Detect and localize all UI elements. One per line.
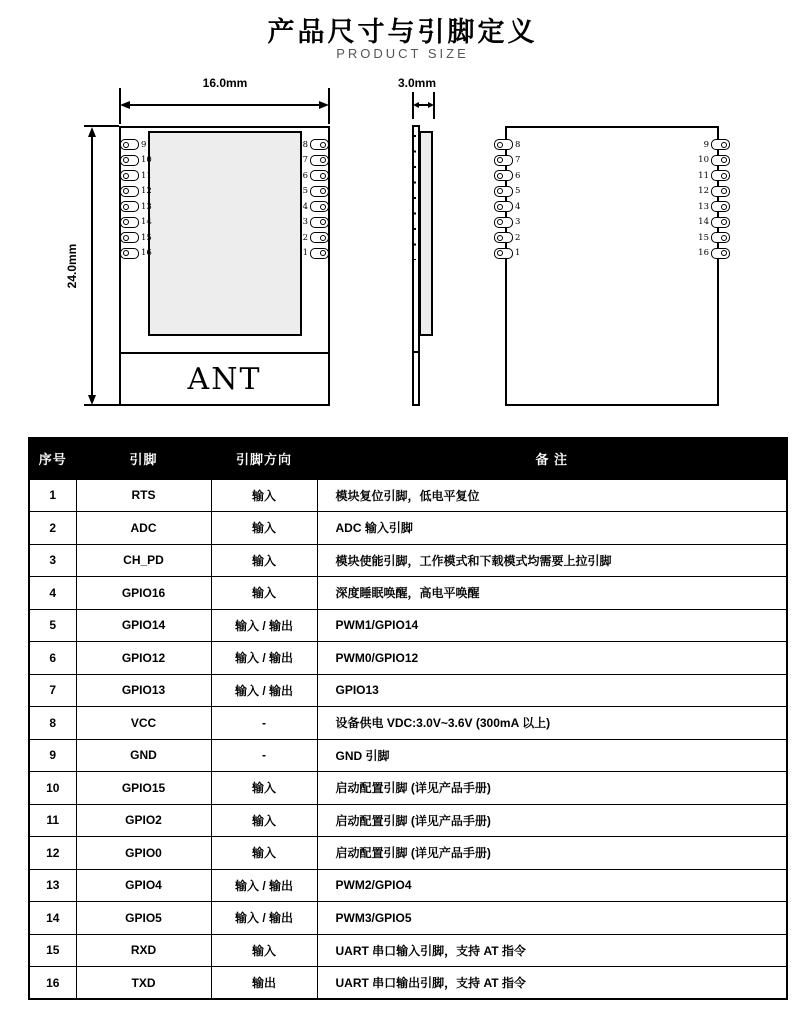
table-row [29,772,787,805]
cell-direction: 输入 [211,479,317,512]
pin-pad-icon [120,186,139,197]
cell-pin: GPIO15 [76,772,211,805]
table-row [29,479,787,512]
pin-number: 9 [141,139,147,150]
dim-height-label: 24.0mm [65,243,79,289]
cell-index: 8 [29,707,76,740]
cell-index: 3 [29,544,76,577]
pin-pad-icon [494,232,513,243]
pin-hole-icon [721,173,727,179]
pin [303,199,329,215]
pin-pad-icon [711,155,730,166]
pin [698,215,730,231]
cell-pin: GPIO14 [76,609,211,642]
dim-arrowhead-icon [413,102,419,108]
pin-hole-icon [497,188,503,194]
pin-pad-icon [711,201,730,212]
pin-number: 14 [698,217,709,227]
dim-arrowhead-icon [120,101,130,109]
cell-pin: TXD [76,967,211,1000]
pin-hole-icon [497,157,503,163]
header-remark: 备 注 [317,438,787,479]
pin-number: 15 [698,232,709,243]
pin-hole-icon [721,250,727,256]
pin-hole-icon [123,250,129,256]
pin-hole-icon [497,235,503,241]
pin-hole-icon [320,142,326,148]
pin-hole-icon [497,142,503,148]
page-title: 产品尺寸与引脚定义 [267,17,538,47]
pin-pad-icon [494,155,513,166]
cell-direction: 输入 [211,512,317,545]
cell-pin: GPIO16 [76,577,211,610]
pin-pad-icon [711,170,730,181]
pin-number: 2 [515,232,521,243]
pin-pad-icon [120,139,139,150]
cell-index: 13 [29,869,76,902]
pin-pad-icon [494,217,513,228]
pin-hole-icon [320,204,326,210]
pin-number: 13 [698,201,709,212]
cell-direction: 输入 [211,772,317,805]
cell-index: 14 [29,902,76,935]
pin-number: 8 [515,139,521,150]
cell-pin: RTS [76,479,211,512]
pin [303,230,329,246]
pin [303,153,329,169]
pin [494,230,520,246]
dim-arrowhead-icon [319,101,329,109]
pin-hole-icon [123,204,129,210]
pin-number: 3 [302,217,308,227]
pin-hole-icon [721,204,727,210]
header-pin: 引脚 [76,438,211,479]
cell-direction: 输入 [211,577,317,610]
cell-remark: 设备供电 VDC:3.0V~3.6V (300mA 以上) [317,707,787,740]
pin-number: 5 [515,186,521,196]
pin-number: 9 [703,139,709,150]
cell-index: 2 [29,512,76,545]
pin [494,184,520,200]
table-row [29,902,787,935]
pin [698,184,730,200]
cell-direction: 输入 / 输出 [211,869,317,902]
pin-number: 3 [515,217,521,227]
cell-direction: 输入 / 输出 [211,902,317,935]
dim-arrowhead-icon [88,127,96,137]
pin-pad-icon [310,139,329,150]
cell-index: 11 [29,804,76,837]
cell-index: 9 [29,739,76,772]
table-row [29,804,787,837]
side-view-castellations [413,135,416,260]
pin-hole-icon [123,157,129,163]
pin [494,246,520,262]
pin [698,230,730,246]
pin-number: 15 [141,232,152,243]
cell-index: 5 [29,609,76,642]
cell-direction: 输入 / 输出 [211,609,317,642]
pin-definition-table [28,437,788,1000]
table-header-row [29,438,787,479]
pin-pad-icon [711,217,730,228]
pin-pad-icon [120,155,139,166]
cell-remark: GND 引脚 [317,739,787,772]
cell-remark: 启动配置引脚 (详见产品手册) [317,837,787,870]
pin-hole-icon [721,188,727,194]
pin-number: 4 [515,201,521,212]
pin-hole-icon [320,157,326,163]
page-subtitle: PRODUCT SIZE [336,46,469,61]
cell-pin: GPIO12 [76,642,211,675]
module-front-view [119,126,330,406]
cell-pin: GND [76,739,211,772]
pin-hole-icon [721,235,727,241]
cell-direction: 输入 [211,544,317,577]
pin [120,199,152,215]
cell-pin: GPIO5 [76,902,211,935]
pin-hole-icon [123,142,129,148]
cell-index: 12 [29,837,76,870]
dim-arrowhead-icon [428,102,434,108]
cell-direction: 输出 [211,967,317,1000]
back-left-pins [494,137,520,261]
pin-pad-icon [494,186,513,197]
antenna-area [121,352,328,404]
pin [120,230,152,246]
cell-remark: ADC 输入引脚 [317,512,787,545]
pin-hole-icon [497,204,503,210]
table-row [29,869,787,902]
pin-pad-icon [120,170,139,181]
pin-pad-icon [120,232,139,243]
cell-index: 4 [29,577,76,610]
pin-pad-icon [494,201,513,212]
pin [303,184,329,200]
pin-hole-icon [320,235,326,241]
cell-index: 10 [29,772,76,805]
pin-number: 7 [302,155,308,165]
pin-pad-icon [711,139,730,150]
pin-number: 14 [141,217,152,227]
pin-number: 11 [141,170,152,181]
pin-pad-icon [120,201,139,212]
shield-can [148,131,302,336]
pin [494,168,520,184]
pin-hole-icon [123,235,129,241]
pin [303,137,329,153]
pin [120,215,152,231]
pin-hole-icon [123,219,129,225]
cell-pin: VCC [76,707,211,740]
antenna-label: ANT [187,361,262,397]
cell-remark: PWM2/GPIO4 [317,869,787,902]
table-row [29,609,787,642]
pin [698,168,730,184]
pin-hole-icon [320,219,326,225]
module-back-view [505,126,719,406]
pin-number: 6 [515,170,521,181]
pin-pad-icon [310,186,329,197]
cell-direction: - [211,707,317,740]
table-row [29,674,787,707]
pin-pad-icon [711,248,730,259]
pin-number: 5 [302,186,308,196]
pin-pad-icon [310,170,329,181]
pin-number: 16 [141,248,152,258]
cell-remark: PWM1/GPIO14 [317,609,787,642]
pin [698,153,730,169]
cell-pin: GPIO2 [76,804,211,837]
dim-thickness-label: 3.0mm [397,76,437,90]
pin-pad-icon [494,170,513,181]
cell-remark: PWM0/GPIO12 [317,642,787,675]
pin-hole-icon [721,142,727,148]
cell-pin: RXD [76,934,211,967]
side-view-ant-notch [412,351,420,353]
cell-remark: 模块使能引脚，工作模式和下载模式均需要上拉引脚 [317,544,787,577]
pin [303,246,329,262]
cell-remark: PWM3/GPIO5 [317,902,787,935]
pin [303,215,329,231]
cell-pin: GPIO4 [76,869,211,902]
header-direction: 引脚方向 [211,438,317,479]
cell-pin: GPIO13 [76,674,211,707]
pin-hole-icon [123,188,129,194]
pin-hole-icon [721,219,727,225]
pin-pad-icon [310,232,329,243]
pin-number: 16 [698,248,709,258]
pin-hole-icon [721,157,727,163]
pin-number: 12 [141,186,152,196]
table-row [29,934,787,967]
cell-index: 1 [29,479,76,512]
cell-remark: UART 串口输入引脚，支持 AT 指令 [317,934,787,967]
pin [494,215,520,231]
pin-hole-icon [497,250,503,256]
pin [494,153,520,169]
pin-pad-icon [120,248,139,259]
pin [494,137,520,153]
pin-number: 12 [698,186,709,196]
pin [120,137,152,153]
pin-number: 10 [141,155,152,165]
cell-index: 15 [29,934,76,967]
table-row [29,837,787,870]
cell-remark: 启动配置引脚 (详见产品手册) [317,772,787,805]
cell-direction: 输入 [211,934,317,967]
table-row [29,642,787,675]
pin-number: 2 [302,232,308,243]
cell-remark: 启动配置引脚 (详见产品手册) [317,804,787,837]
pin-number: 6 [302,170,308,181]
pin-pad-icon [310,217,329,228]
table-row [29,739,787,772]
dim-arrow-line [91,130,93,401]
cell-remark: 深度睡眠唤醒，高电平唤醒 [317,577,787,610]
header-index: 序号 [29,438,76,479]
pin-hole-icon [497,173,503,179]
pin-pad-icon [310,155,329,166]
pin-pad-icon [711,232,730,243]
table-row [29,577,787,610]
cell-pin: GPIO0 [76,837,211,870]
pin [120,246,152,262]
cell-index: 7 [29,674,76,707]
dim-arrow-line [123,104,326,106]
cell-index: 16 [29,967,76,1000]
pin-hole-icon [123,173,129,179]
cell-index: 6 [29,642,76,675]
pin-number: 1 [515,248,521,258]
dim-arrowhead-icon [88,395,96,405]
cell-direction: 输入 / 输出 [211,674,317,707]
pin-hole-icon [320,250,326,256]
cell-direction: 输入 [211,837,317,870]
cell-remark: UART 串口输出引脚，支持 AT 指令 [317,967,787,1000]
pin [698,137,730,153]
front-right-pins [303,137,329,261]
module-side-view-shield [419,131,433,336]
dim-width-label: 16.0mm [202,76,248,90]
pin-pad-icon [120,217,139,228]
cell-pin: CH_PD [76,544,211,577]
back-right-pins [698,137,730,261]
pin-hole-icon [497,219,503,225]
table-row [29,512,787,545]
pin-pad-icon [310,201,329,212]
pin-pad-icon [310,248,329,259]
pin [698,199,730,215]
front-left-pins [120,137,152,261]
pin-number: 11 [698,170,709,181]
pin-number: 8 [302,139,308,150]
pin-number: 10 [698,155,709,165]
pin [494,199,520,215]
table-body [29,479,787,999]
pin-number: 13 [141,201,152,212]
pin [698,246,730,262]
pin [120,153,152,169]
cell-remark: 模块复位引脚，低电平复位 [317,479,787,512]
pin-number: 7 [515,155,521,165]
cell-remark: GPIO13 [317,674,787,707]
table-row [29,544,787,577]
pin-number: 4 [302,201,308,212]
table-row [29,707,787,740]
cell-direction: - [211,739,317,772]
pin-hole-icon [320,173,326,179]
pin [120,184,152,200]
table-row [29,967,787,1000]
cell-direction: 输入 / 输出 [211,642,317,675]
pin-pad-icon [494,248,513,259]
pin-number: 1 [302,248,308,258]
pin-pad-icon [711,186,730,197]
pin [303,168,329,184]
pin [120,168,152,184]
cell-direction: 输入 [211,804,317,837]
pin-pad-icon [494,139,513,150]
cell-pin: ADC [76,512,211,545]
pin-hole-icon [320,188,326,194]
